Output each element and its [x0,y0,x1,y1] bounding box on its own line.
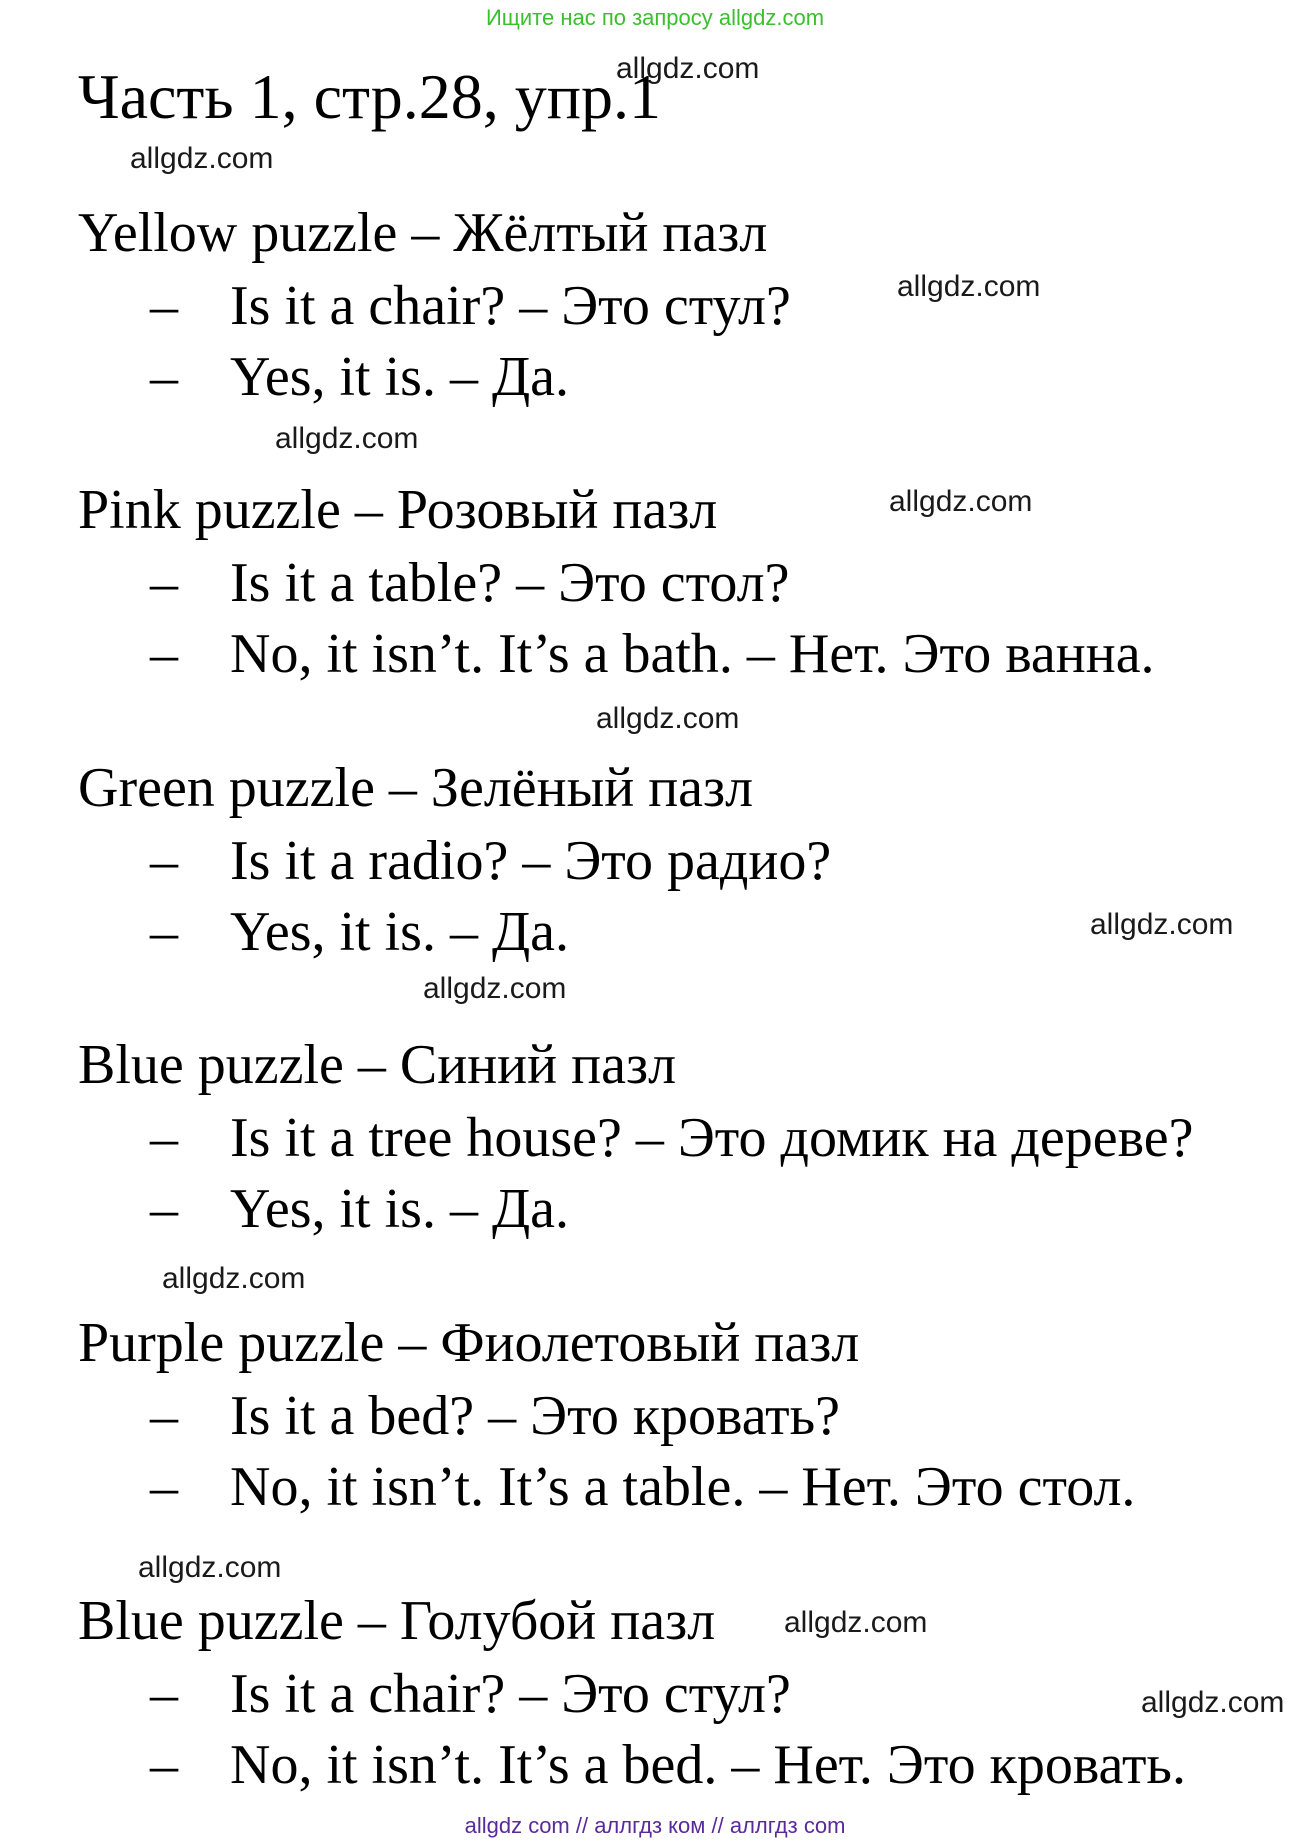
watermark: allgdz.com [423,972,567,1005]
watermark: allgdz.com [1141,1686,1285,1719]
dialogue-text: No, it isn’t. It’s a bed. – Нет. Это кровать. [230,1734,1186,1796]
dialogue-text: Is it a tree house? – Это домик на дереве? [230,1107,1194,1169]
watermark: allgdz.com [897,270,1041,303]
watermark: allgdz.com [784,1606,928,1639]
dialogue-text: No, it isn’t. It’s a bath. – Нет. Это ванна. [230,623,1155,685]
dialogue-text: Is it a radio? – Это радио? [230,830,832,892]
watermark: allgdz.com [616,52,760,85]
dash-bullet: – [150,346,178,408]
dash-bullet: – [150,552,178,614]
dash-bullet: – [150,1178,178,1240]
watermark: allgdz.com [275,422,419,455]
dash-bullet: – [150,623,178,685]
watermark: allgdz.com [162,1262,306,1295]
dash-bullet: – [150,275,178,337]
dialogue-text: Is it a table? – Это стол? [230,552,790,614]
section-heading-blue: Blue puzzle – Синий пазл [78,1034,677,1096]
dash-bullet: – [150,830,178,892]
dash-bullet: – [150,1456,178,1518]
dialogue-text: Yes, it is. – Да. [230,1178,570,1240]
dialogue-text: No, it isn’t. It’s a table. – Нет. Это стол. [230,1456,1136,1518]
dash-bullet: – [150,901,178,963]
watermark: allgdz.com [596,702,740,735]
section-heading-yellow: Yellow puzzle – Жёлтый пазл [78,202,768,264]
page-title: Часть 1, стр.28, упр.1 [78,61,661,132]
dialogue-text: Is it a chair? – Это стул? [230,1663,791,1725]
dash-bullet: – [150,1107,178,1169]
dash-bullet: – [150,1734,178,1796]
watermark: allgdz.com [138,1551,282,1584]
section-heading-pink: Pink puzzle – Розовый пазл [78,479,718,541]
watermark: allgdz.com [1090,908,1234,941]
watermark: allgdz.com [889,485,1033,518]
section-heading-green: Green puzzle – Зелёный пазл [78,757,754,819]
dialogue-text: Yes, it is. – Да. [230,901,570,963]
dialogue-text: Yes, it is. – Да. [230,346,570,408]
section-heading-light-blue: Blue puzzle – Голубой пазл [78,1590,716,1652]
footer-watermark: allgdz com // аллгдз ком // аллгдз com [464,1813,846,1838]
watermark: allgdz.com [130,142,274,175]
dialogue-text: Is it a bed? – Это кровать? [230,1385,841,1447]
dash-bullet: – [150,1663,178,1725]
dialogue-text: Is it a chair? – Это стул? [230,275,791,337]
top-banner: Ищите нас по запросу allgdz.com [485,5,825,30]
section-heading-purple: Purple puzzle – Фиолетовый пазл [78,1312,860,1374]
dash-bullet: – [150,1385,178,1447]
